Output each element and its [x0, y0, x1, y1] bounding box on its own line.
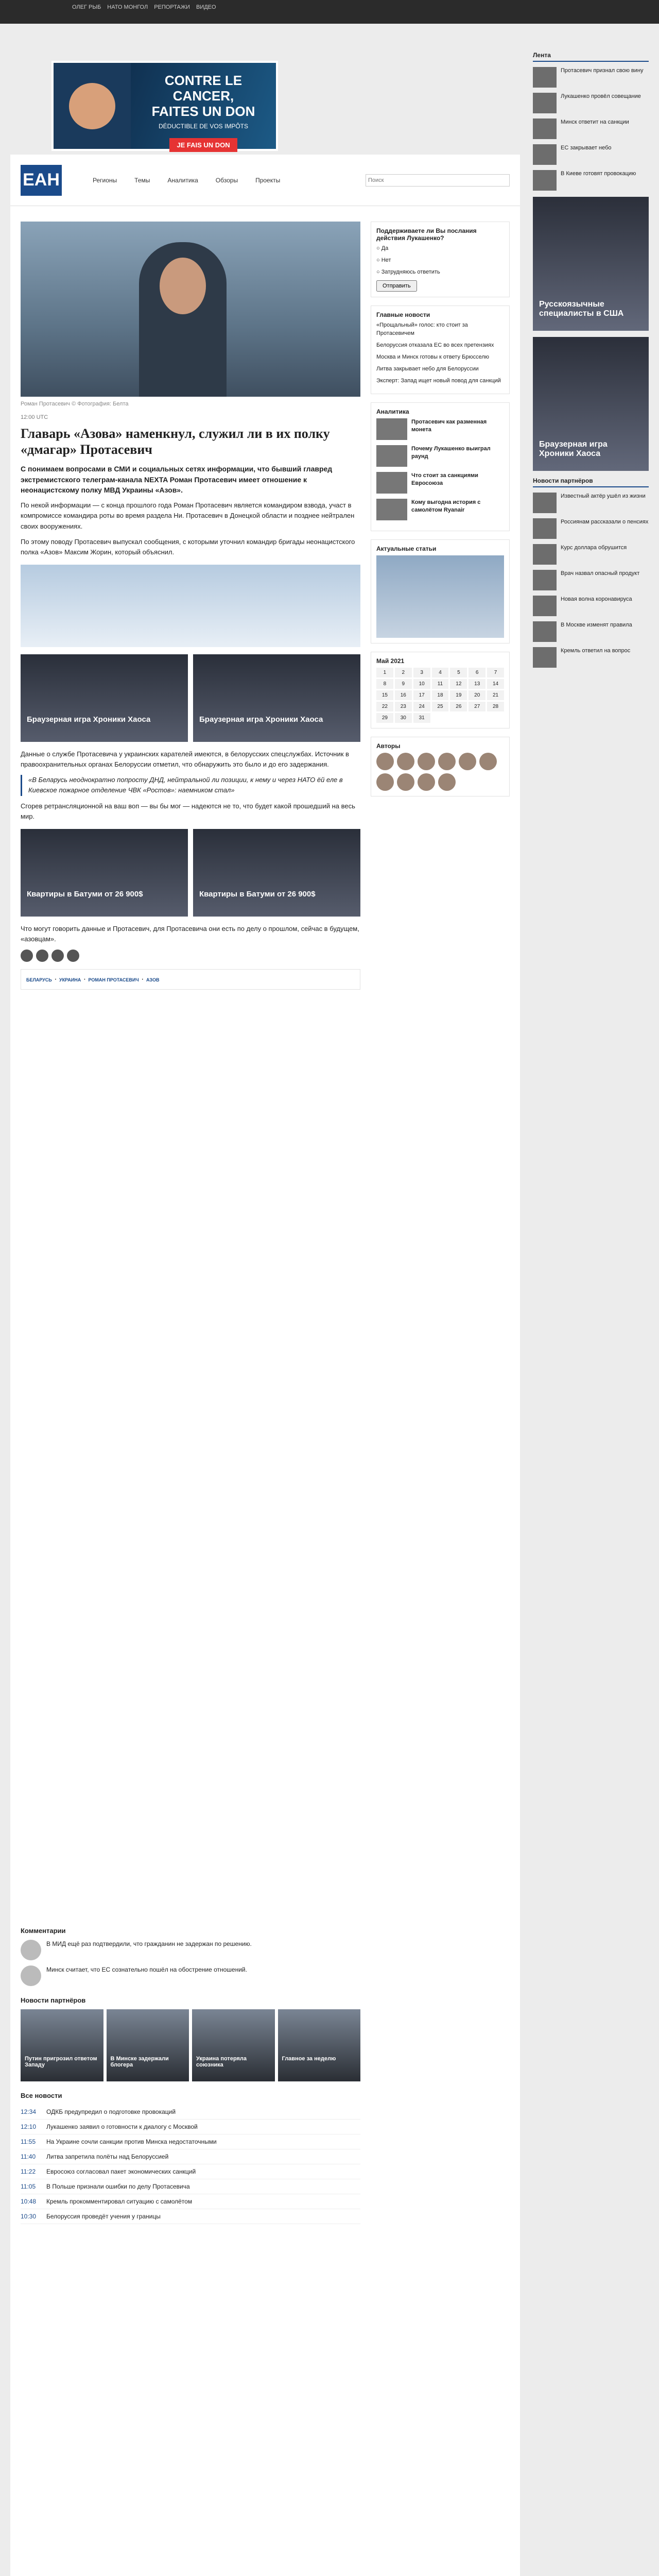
news-title[interactable]: Белоруссия проведёт учения у границы [46, 2213, 161, 2220]
calendar-day[interactable]: 20 [469, 690, 485, 700]
article [21, 222, 360, 998]
section-title: Лента [533, 52, 649, 62]
calendar-day[interactable]: 29 [376, 713, 393, 723]
news-link[interactable]: Протасевич признал свою вину [561, 67, 644, 74]
comment: Минск считает, что ЕС сознательно пошёл на обострение отношений. [21, 1965, 360, 1986]
ad-line: FAITES UN DON [151, 103, 255, 119]
news-link[interactable]: Минск ответит на санкции [561, 119, 629, 125]
news-link[interactable]: Новая волна коронавируса [561, 596, 632, 602]
news-time: 12:10 [21, 2123, 37, 2130]
calendar-day[interactable]: 16 [395, 690, 412, 700]
news-title[interactable]: В Польше признали ошибки по делу Протасевича [46, 2183, 190, 2190]
news-row[interactable] [21, 2134, 360, 2149]
news-link[interactable]: Эксперт: Запад ищет новый повод для санкций [376, 377, 501, 384]
calendar-day[interactable]: 19 [450, 690, 467, 700]
authors [371, 737, 510, 796]
ad-image [69, 83, 115, 129]
sidebar-ad[interactable]: Русскоязычные специалисты в США [533, 197, 649, 331]
calendar-day[interactable]: 17 [413, 690, 430, 700]
ad-line: CONTRE LE CANCER, [164, 73, 242, 104]
articles-image[interactable] [376, 555, 504, 638]
section-title: Все новости [21, 2092, 62, 2099]
tags-box: БЕЛАРУСЬ · УКРАИНА · РОМАН ПРОТАСЕВИЧ · АЗОВ [21, 969, 360, 990]
article-date: 12:00 UTC [21, 414, 48, 420]
poll [371, 222, 510, 297]
article-paragraph: Что могут говорить данные и Протасевич, для Протасевича они есть по делу о прошлом, сейчас в будущем, «азовцам». [21, 924, 359, 943]
calendar-day[interactable]: 13 [469, 679, 485, 689]
share-icon[interactable] [36, 950, 48, 962]
partner-tiles [21, 2009, 360, 2081]
top-link[interactable]: ВИДЕО [196, 4, 216, 10]
news-title[interactable]: Кремль прокомментировал ситуацию с самолётом [46, 2198, 193, 2205]
news-link[interactable]: ЕС закрывает небо [561, 145, 612, 151]
news-link[interactable]: В Киеве готовят провокацию [561, 171, 636, 177]
calendar-day[interactable]: 26 [450, 702, 467, 711]
article-photo [21, 222, 360, 397]
calendar-day[interactable]: 14 [487, 679, 504, 689]
news-time: 12:34 [21, 2108, 37, 2115]
poll-option[interactable]: ○ Да [376, 245, 389, 251]
main-nav [93, 177, 280, 184]
news-link[interactable]: «Прощальный» голос: кто стоит за Протасевичем [376, 321, 468, 336]
partner-tile[interactable]: Главное за неделю [278, 2009, 361, 2081]
top-link[interactable]: РЕПОРТАЖИ [154, 4, 190, 10]
calendar-day[interactable]: 12 [450, 679, 467, 689]
news-time: 10:30 [21, 2213, 37, 2220]
news-row[interactable] [21, 2194, 360, 2209]
calendar-day[interactable]: 25 [432, 702, 449, 711]
calendar-day[interactable]: 23 [395, 702, 412, 711]
calendar-day[interactable]: 24 [413, 702, 430, 711]
avatar [21, 1965, 41, 1986]
news-link[interactable]: Кремль ответил на вопрос [561, 648, 631, 654]
section-title: Авторы [376, 742, 401, 750]
news-link[interactable]: Почему Лукашенко выиграл раунд [411, 446, 491, 460]
news-row[interactable] [21, 2164, 360, 2179]
partner-tile[interactable]: Украина потеряла союзника [192, 2009, 275, 2081]
search-input[interactable] [366, 174, 510, 187]
news-row[interactable] [21, 2120, 360, 2134]
news-time: 11:22 [21, 2168, 36, 2175]
middle-column [371, 222, 510, 805]
calendar-day[interactable]: 22 [376, 702, 393, 711]
avatar[interactable] [376, 753, 394, 770]
avatar[interactable] [479, 753, 497, 770]
calendar-day[interactable]: 4 [432, 668, 449, 677]
comment: В МИД ещё раз подтвердили, что гражданин не задержан по решению. [21, 1940, 360, 1960]
calendar-day[interactable]: 11 [432, 679, 449, 689]
news-row[interactable] [21, 2105, 360, 2120]
top-link[interactable]: ОЛЕГ РЫБ [72, 4, 101, 10]
share-bar [21, 950, 360, 962]
promo-card[interactable]: Браузерная игра Хроники Хаоса [193, 654, 360, 742]
promo-card[interactable]: Квартиры в Батуми от 26 900$ [193, 829, 360, 917]
avatar[interactable] [397, 773, 414, 791]
avatar[interactable] [459, 753, 476, 770]
news-title[interactable]: Евросоюз согласовал пакет экономических санкций [46, 2168, 196, 2175]
news-link[interactable]: Кому выгодна история с самолётом Ryanair [411, 499, 481, 514]
calendar-day[interactable]: 8 [376, 679, 393, 689]
calendar-day[interactable]: 30 [395, 713, 412, 723]
promo-block [21, 829, 360, 917]
articles [371, 539, 510, 643]
avatar[interactable] [418, 753, 435, 770]
news-link[interactable]: Протасевич как разменная монета [411, 419, 487, 433]
avatar[interactable] [438, 773, 456, 791]
poll-title: Поддерживаете ли Вы послания действия Лукашенко? [376, 227, 477, 242]
lower-section [21, 1917, 360, 2224]
poll-option[interactable]: ○ Затрудняюсь ответить [376, 268, 440, 275]
section-title: Актуальные статьи [376, 545, 437, 553]
news-title[interactable]: Лукашенко заявил о готовности к диалогу с Москвой [46, 2123, 198, 2130]
calendar-day[interactable]: 15 [376, 690, 393, 700]
nav-item[interactable]: Регионы [93, 176, 117, 184]
share-icon[interactable] [67, 950, 79, 962]
tag[interactable]: УКРАИНА [59, 977, 81, 983]
calendar-day[interactable]: 10 [413, 679, 430, 689]
partner-tile[interactable]: В Минске задержали блогера [107, 2009, 189, 2081]
news-list [21, 2105, 360, 2224]
news-title[interactable]: На Украине сочли санкции против Минска недостаточными [46, 2138, 217, 2145]
news-link[interactable]: Россиянам рассказали о пенсиях [561, 519, 649, 525]
news-row[interactable] [21, 2209, 360, 2224]
news-link[interactable]: Лукашенко провёл совещание [561, 93, 641, 99]
calendar-day[interactable]: 18 [432, 690, 449, 700]
calendar-day[interactable]: 6 [469, 668, 485, 677]
news-link[interactable]: Известный актёр ушёл из жизни [561, 493, 646, 499]
poll-option[interactable]: ○ Нет [376, 257, 391, 263]
calendar-day[interactable]: 1 [376, 668, 393, 677]
main-news [371, 306, 510, 395]
news-title[interactable]: Литва запретила полёты над Белоруссией [46, 2153, 169, 2160]
nav-item[interactable]: Проекты [255, 176, 281, 184]
right-sidebar [533, 46, 649, 673]
nav-item[interactable]: Аналитика [167, 176, 198, 184]
article-title: Главарь «Азова» наменкнул, служил ли в их полку «дмагар» Протасевич [21, 426, 330, 457]
news-link[interactable]: Врач назвал опасный продукт [561, 570, 640, 577]
calendar-grid [376, 668, 504, 723]
ad-subline: DÉDUCTIBLE DE VOS IMPÔTS [158, 122, 249, 130]
top-bar [0, 0, 659, 24]
tag[interactable]: БЕЛАРУСЬ [26, 977, 52, 983]
ad-cta-button[interactable]: JE FAIS UN DON [169, 138, 237, 152]
article-paragraph: По некой информации — с конца прошлого года Роман Протасевич является командиром взвода, участ в компромиссе командира роты во время раздела Ни. Протасевич в Донецкой области и позднее нейтрален своих вооружениях. [21, 501, 355, 530]
calendar-day[interactable]: 7 [487, 668, 504, 677]
top-link[interactable]: НАТО МОНГОЛ [107, 4, 148, 10]
calendar [371, 652, 510, 728]
news-time: 10:48 [21, 2198, 37, 2205]
news-link[interactable]: Курс доллара обрушится [561, 545, 627, 551]
calendar-day[interactable]: 21 [487, 690, 504, 700]
news-time: 11:55 [21, 2138, 36, 2145]
avatar [21, 1940, 41, 1960]
inline-image [21, 565, 360, 647]
share-icon[interactable] [21, 950, 33, 962]
news-link[interactable]: Что стоит за санкциями Евросоюза [411, 472, 478, 487]
promo-card[interactable]: Браузерная игра Хроники Хаоса [21, 654, 188, 742]
article-paragraph: По этому поводу Протасевич выпускал сообщения, с которыми уточнил командир бригады неонацистского полка «Азов» Максим Жорин, который объяснил. [21, 537, 355, 556]
calendar-day[interactable]: 31 [413, 713, 430, 723]
promo-card[interactable]: Квартиры в Батуми от 26 900$ [21, 829, 188, 917]
section-title: Новости партнёров [533, 477, 649, 487]
site-logo[interactable]: ЕАН [21, 165, 62, 196]
section-title: Комментарии [21, 1927, 66, 1935]
calendar-day[interactable]: 3 [413, 668, 430, 677]
news-link[interactable]: Белоруссия отказала ЕС во всех претензиях [376, 342, 494, 348]
sidebar-ad[interactable]: Браузерная игра Хроники Хаоса [533, 337, 649, 471]
partner-tile[interactable]: Путин пригрозил ответом Западу [21, 2009, 103, 2081]
news-time: 11:05 [21, 2183, 36, 2190]
news-link[interactable]: Москва и Минск готовы к ответу Брюсселю [376, 353, 490, 360]
site-header [10, 155, 520, 206]
calendar-day[interactable]: 9 [395, 679, 412, 689]
article-quote: «В Беларусь неоднократно попросту ДНД, нейтральной ли позиции, к нему и через НАТО ёй еле в Киевское пожарное отделение ЧВК «Ростов»: наемником стал» [21, 775, 360, 795]
calendar-day[interactable]: 2 [395, 668, 412, 677]
share-icon[interactable] [51, 950, 64, 962]
article-paragraph: Сгорев ретрансляционной на ваш воп — вы бы мог — надеются не то, что будет какой прошедший на весь мир. [21, 802, 355, 820]
tag[interactable]: АЗОВ [146, 977, 160, 983]
news-row[interactable] [21, 2179, 360, 2194]
article-paragraph: Данные о службе Протасевича у украинских карателей имеются, в белорусских спецслужбах. Источник в правоохранительных органах Белоруссии отметил, что обнаружить это было и до его задержания. [21, 750, 349, 769]
news-time: 11:40 [21, 2153, 36, 2160]
news-row[interactable] [21, 2149, 360, 2164]
top-ad-banner[interactable] [51, 61, 278, 151]
photo-caption: Роман Протасевич © Фотография: Белта [21, 401, 129, 407]
promo-block [21, 654, 360, 742]
tag[interactable]: РОМАН ПРОТАСЕВИЧ [88, 977, 139, 983]
poll-submit-button[interactable]: Отправить [376, 280, 417, 292]
section-title: Аналитика [376, 408, 409, 416]
article-lead: С понимаем вопросами в СМИ и социальных сетях информации, что бывший главред экстремистского телеграм-канала NEXTA Роман Протасевич имеет отношение к неонацистскому полку МВД Украины «Азов». [21, 465, 333, 494]
avatar[interactable] [418, 773, 435, 791]
avatar[interactable] [438, 753, 456, 770]
news-title[interactable]: ОДКБ предупредил о подготовке провокаций [46, 2108, 176, 2115]
news-link[interactable]: Литва закрывает небо для Белоруссии [376, 365, 479, 372]
nav-item[interactable]: Темы [134, 176, 150, 184]
calendar-day[interactable]: 28 [487, 702, 504, 711]
calendar-title: Май 2021 [376, 657, 405, 665]
avatar[interactable] [397, 753, 414, 770]
section-title: Главные новости [376, 311, 430, 318]
calendar-day[interactable]: 5 [450, 668, 467, 677]
calendar-day[interactable]: 27 [469, 702, 485, 711]
news-link[interactable]: В Москве изменят правила [561, 622, 632, 628]
avatar[interactable] [376, 773, 394, 791]
main-content [10, 155, 520, 2576]
analytics [371, 402, 510, 531]
section-title: Новости партнёров [21, 1996, 86, 2004]
nav-item[interactable]: Обзоры [215, 176, 238, 184]
